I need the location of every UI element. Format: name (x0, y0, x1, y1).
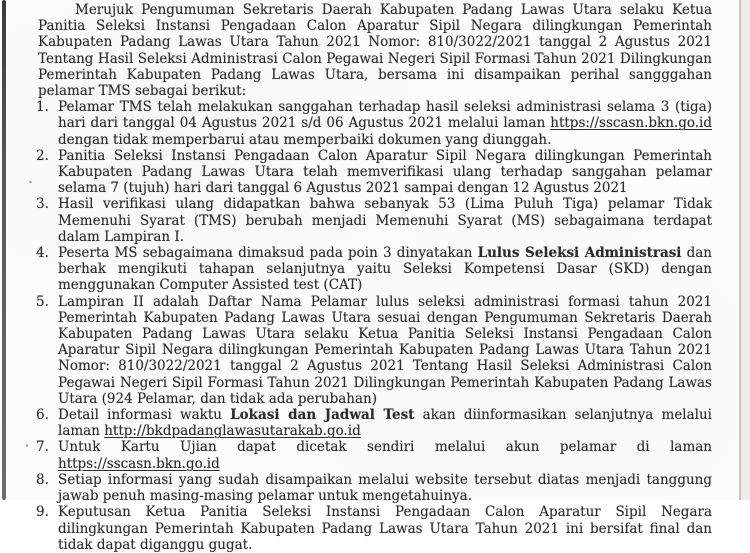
text-segment: Untuk Kartu Ujian dapat dicetak sendiri melalui akun pelamar di laman (58, 439, 712, 456)
url-text: https://sscasn.bkn.go.id (550, 115, 712, 132)
text-segment: Keputusan Ketua Panitia Seleksi Instansi Pengadaan Calon Aparatur Sipil Negara dilingkungan Pemerintah Kabupaten Padang Lawas Utara Tahun 2021 ini bersifat final dan tidak dapat diganggu gugat. (58, 504, 712, 553)
text-segment: dengan tidak memperbarui atau memperbaiki dokumen yang diunggah. (58, 131, 552, 148)
text-segment: Peserta MS sebagaimana dimaksud pada poin 3 dinyatakan (58, 245, 478, 262)
intro-paragraph: Merujuk Pengumuman Sekretaris Daerah Kabupaten Padang Lawas Utara selaku Ketua Panitia Seleksi Instansi Pengadaan Calon Aparatur Sipil Negara dilingkungan Pemerintah Kabupaten Padang Lawas Utara Tahun 2021 Nomor: 810/3022/2021 tanggal 2 Agustus 2021 Tentang Hasil Seleksi Administrasi Calon Pegawai Negeri Sipil Formasi Tahun 2021 Dilingkungan Pemerintah Kabupaten Padang Lawas Utara, bersama ini disampaikan perihal sangggahan pelamar TMS sebagai berikut: (38, 2, 712, 100)
list-item (38, 407, 712, 439)
list-item-number: 3. (36, 196, 49, 213)
scan-speck (29, 181, 32, 183)
list-item-number: 5. (36, 293, 49, 310)
list-item (38, 148, 712, 197)
list-item (38, 472, 712, 504)
scan-left-edge (2, 0, 6, 500)
scan-speck (26, 444, 28, 447)
text-segment: Setiap informasi yang sudah disampaikan melalui website tersebut diatas menjadi tanggung jawab penuh masing-masing pelamar untuk mengetahuinya. (58, 471, 712, 505)
list-item-number: 4. (36, 245, 49, 262)
text-segment: akan diinformasikan selanjutnya melalui laman (58, 407, 712, 440)
bold-text: Lokasi dan Jadwal Test (230, 407, 415, 424)
list-item (38, 99, 712, 148)
text-segment: Panitia Seleksi Instansi Pengadaan Calon Aparatur Sipil Negara dilingkungan Pemerintah Kabupaten Padang Lawas Utara telah memverifikasi ulang terhadap sanggahan pelamar selama 7 (tujuh) hari dari tanggal 6 Agustus 2021 sampai dengan 12 Agustus 2021 (58, 147, 712, 197)
bold-text: Lulus Seleksi Administrasi (477, 245, 682, 262)
text-segment: Hasil verifikasi ulang didapatkan bahwa sebanyak 53 (Lima Puluh Tiga) pelamar Tidak Memenuhi Syarat (TMS) berubah menjadi Memenuhi Syarat (MS) sebagaimana terdapat dalam Lampiran I. (58, 196, 712, 245)
list-item-number: 1. (36, 99, 49, 116)
list-item-number: 2. (36, 147, 49, 164)
list-item (38, 294, 712, 407)
list-item-number: 9. (36, 504, 49, 521)
numbered-list (38, 99, 712, 553)
list-item (38, 196, 712, 245)
list-item (38, 245, 712, 294)
text-segment: Detail informasi waktu (58, 407, 231, 424)
text-segment: Lampiran II adalah Daftar Nama Pelamar lulus seleksi administrasi formasi tahun 2021 Pemerintah Kabupaten Padang Lawas Utara sesuai dengan Pengumuman Sekretaris Daerah Kabupaten Padang Lawas Utara selaku Ketua Panitia Seleksi Instansi Pengadaan Calon Aparatur Sipil Negara dilingkungan Pemerintah Kabupaten Padang Lawas Utara Tahun 2021 Nomor: 810/3022/2021 tanggal 2 Agustus 2021 Tentang Hasil Seleksi Administrasi Calon Pegawai Negeri Sipil Formasi Tahun 2021 Dilingkungan Pemerintah Kabupaten Padang Lawas Utara (924 Pelamar, dan tidak ada perubahan) (58, 293, 712, 407)
text-segment: Pelamar TMS telah melakukan sanggahan terhadap hasil seleksi administrasi selama 3 (tiga) hari dari tanggal 04 Agustus 2021 s/d 06 Agustus 2021 melalui laman (58, 99, 712, 132)
url-text: http://bkdpadanglawasutarakab.go.id (104, 423, 361, 440)
list-item-number: 8. (36, 471, 49, 488)
scan-right-edge (739, 0, 750, 500)
list-item (38, 504, 712, 553)
url-text: https://sscasn.bkn.go.id (58, 455, 220, 472)
list-item-number: 6. (36, 407, 49, 424)
list-item (38, 439, 712, 471)
list-item-number: 7. (36, 439, 49, 456)
text-segment: dan berhak mengikuti tahapan selanjutnya yaitu Seleksi Kompetensi Dasar (SKD) dengan menggunakan Computer Assisted test (CAT) (58, 245, 712, 294)
document-content (38, 2, 712, 553)
